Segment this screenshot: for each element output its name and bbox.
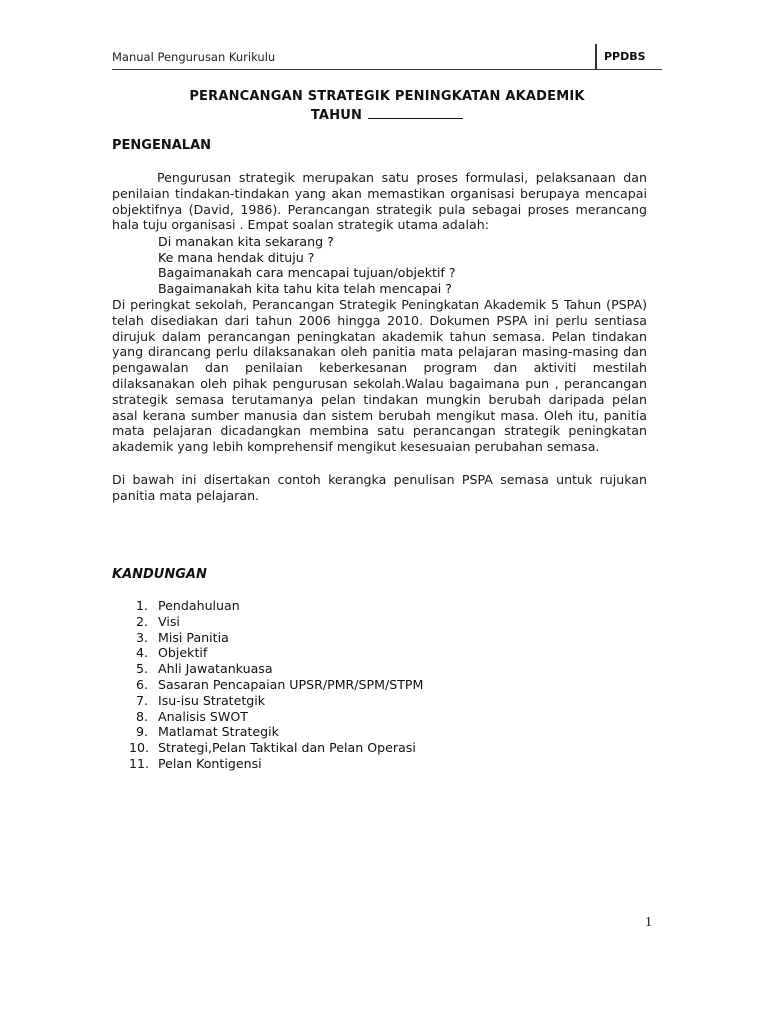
page-number: 1 (645, 915, 652, 930)
strategic-questions-list (158, 234, 456, 296)
document-title-year (112, 106, 662, 123)
paragraph-reference: Di bawah ini disertakan contoh kerangka penulisan PSPA semasa untuk rujukan panitia mata pelajaran. (112, 472, 647, 503)
question-item: Ke mana hendak dituju ? (158, 249, 315, 265)
page-header (112, 44, 662, 70)
year-blank-line (368, 106, 463, 119)
question-item: Bagaimanakah kita tahu kita telah mencapai ? (158, 280, 452, 296)
paragraph-pspa: Di peringkat sekolah, Perancangan Strategik Peningkatan Akademik 5 Tahun (PSPA) telah disediakan dari tahun 2006 hingga 2010. Dokumen PSPA ini perlu sentiasa dirujuk dalam perancangan peningkatan akademik tahun semasa. Pelan tindakan yang dirancang perlu dilaksanakan oleh panitia mata pelajaran masing-masing dan pengawalan dan penilaian keberkesanan program dan aktiviti mestilah dilaksanakan oleh pihak pengurusan sekolah.Walau bagaimana pun , perancangan strategik semasa terutamanya pelan tindakan mungkin berubah daripada pelan asal kerana sumber manusia dan sistem berubah mengikut masa. Oleh itu, panitia mata pelajaran dicadangkan membina satu perancangan strategik peningkatan akademik yang lebih komprehensif mengikut kesesuaian perubahan semasa. (112, 297, 647, 455)
header-divider (595, 44, 597, 69)
document-title: PERANCANGAN STRATEGIK PENINGKATAN AKADEMIK (189, 89, 585, 104)
title-year-label: TAHUN (310, 108, 363, 123)
question-item: Bagaimanakah cara mencapai tujuan/objektif ? (158, 265, 456, 280)
question-item: Di manakan kita sekarang ? (158, 234, 334, 249)
section-heading-pengenalan: PENGENALAN (112, 138, 212, 153)
section-heading-kandungan: KANDUNGAN (112, 567, 207, 582)
paragraph-intro: Pengurusan strategik merupakan satu proses formulasi, pelaksanaan dan penilaian tindakan-tindakan yang akan memastikan organisasi berupaya mencapai objektifnya (David, 1986). Perancangan strategik pula sebagai proses merancang hala tuju organisasi . Empat soalan strategik utama adalah: (112, 170, 647, 233)
header-code: PPDBS (604, 50, 646, 63)
header-manual-title: Manual Pengurusan Kurikulu (112, 50, 276, 64)
